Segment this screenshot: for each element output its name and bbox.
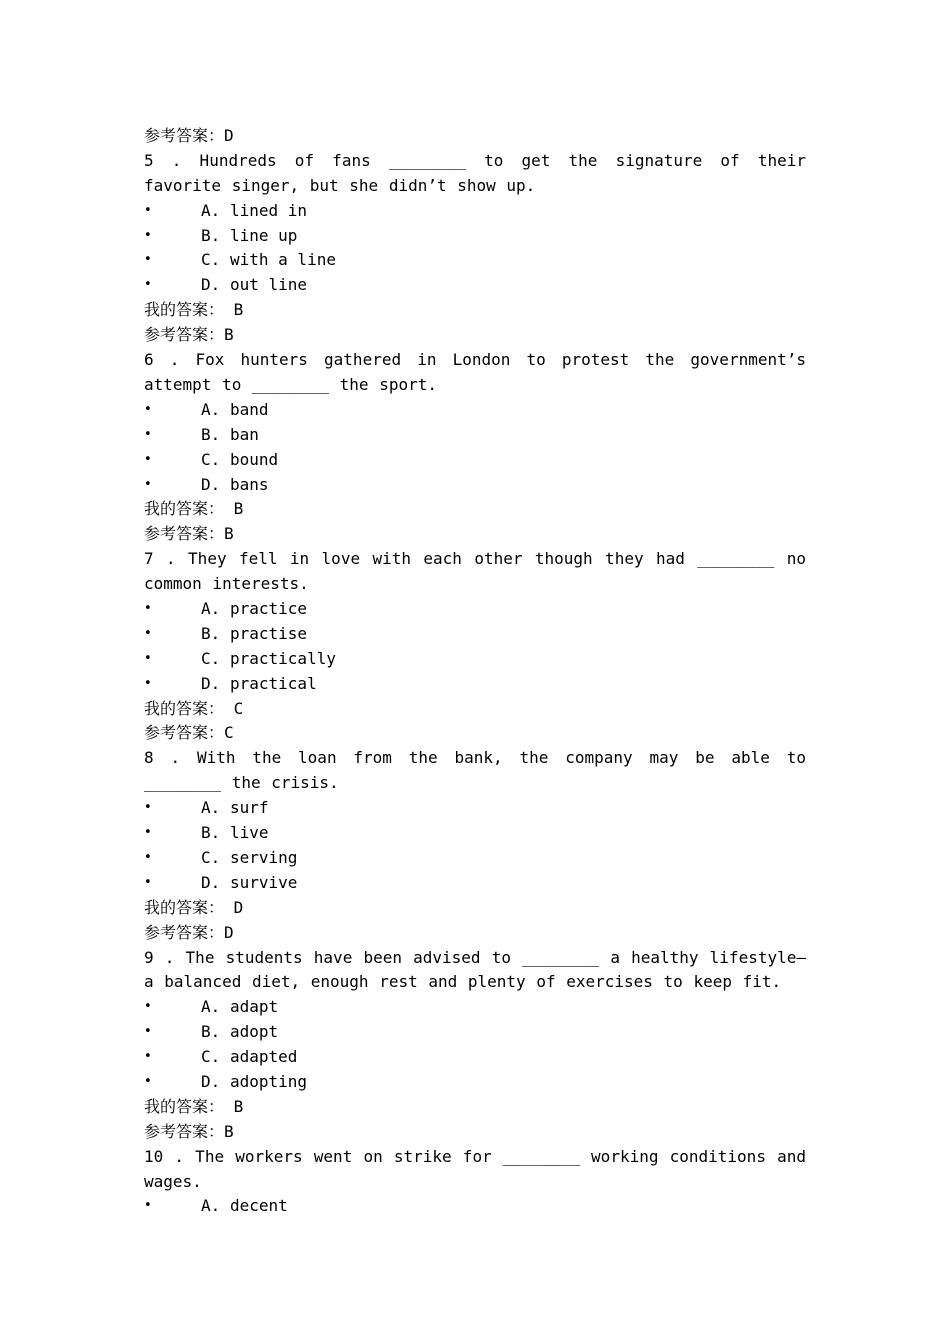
option-b	[144, 1020, 806, 1045]
option-letter: D.	[201, 474, 221, 494]
bullet-icon: •	[144, 252, 152, 268]
option-letter: A.	[201, 798, 221, 818]
option-d	[144, 473, 806, 498]
reference-answer-line	[144, 124, 806, 149]
option-text: survive	[230, 872, 298, 892]
option-c	[144, 248, 806, 273]
option-text: ban	[230, 424, 259, 444]
option-letter: A.	[201, 599, 221, 619]
my-answer-value: B	[224, 499, 244, 519]
option-letter: A.	[201, 200, 221, 220]
option-text: lined in	[230, 200, 308, 220]
option-text: practical	[230, 673, 317, 693]
question-stem: 6 . Fox hunters gathered in London to protest the government’s attempt to ________ the sport.	[144, 350, 806, 394]
reference-answer-label: 参考答案：	[144, 922, 225, 942]
option-d	[144, 1070, 806, 1095]
my-answer-line	[144, 697, 806, 722]
bullet-icon: •	[144, 227, 152, 243]
question-block	[144, 348, 806, 547]
my-answer-label: 我的答案：	[144, 499, 225, 519]
option-text: practically	[230, 648, 336, 668]
option-d	[144, 273, 806, 298]
option-letter: C.	[201, 648, 221, 668]
reference-answer-value: B	[224, 1121, 234, 1141]
my-answer-line	[144, 497, 806, 522]
option-text: live	[230, 823, 269, 843]
option-letter: D.	[201, 673, 221, 693]
question-stem: 5 . Hundreds of fans ________ to get the signature of their favorite singer, but she didn’t show up.	[144, 150, 806, 195]
document-page	[144, 124, 806, 1219]
option-text: decent	[230, 1196, 288, 1216]
question-block	[144, 547, 806, 746]
option-a	[144, 995, 806, 1020]
my-answer-line	[144, 1095, 806, 1120]
option-a	[144, 1194, 806, 1219]
reference-answer-label: 参考答案：	[144, 126, 225, 145]
option-d	[144, 871, 806, 896]
option-letter: B.	[201, 823, 221, 843]
my-answer-line	[144, 298, 806, 323]
bullet-icon: •	[144, 1074, 152, 1089]
reference-answer-label: 参考答案：	[144, 325, 225, 345]
option-letter: C.	[201, 250, 221, 270]
option-b	[144, 423, 806, 448]
option-text: practise	[230, 623, 308, 643]
reference-answer-line	[144, 1120, 806, 1145]
bullet-icon: •	[144, 1198, 152, 1214]
bullet-icon: •	[144, 601, 152, 617]
option-a	[144, 597, 806, 622]
bullet-icon: •	[144, 650, 152, 666]
my-answer-label: 我的答案：	[144, 698, 225, 718]
reference-answer-line	[144, 522, 806, 547]
option-b	[144, 622, 806, 647]
bullet-icon: •	[144, 625, 152, 641]
option-letter: D.	[201, 275, 221, 295]
bullet-icon: •	[144, 401, 152, 417]
option-letter: C.	[201, 1047, 221, 1067]
reference-answer-value: D	[224, 126, 234, 145]
my-answer-value: C	[224, 698, 244, 718]
my-answer-value: B	[224, 300, 244, 320]
option-letter: B.	[201, 623, 221, 643]
option-letter: C.	[201, 847, 221, 867]
bullet-icon: •	[144, 675, 152, 691]
option-text: surf	[230, 798, 269, 818]
option-letter: B.	[201, 1022, 221, 1042]
question-stem: 9 . The students have been advised to ________ a healthy lifestyle—a balanced diet, enough rest and plenty of exercises to keep fit.	[144, 947, 806, 992]
option-a	[144, 199, 806, 224]
option-letter: A.	[201, 399, 221, 419]
option-c	[144, 647, 806, 672]
option-letter: C.	[201, 449, 221, 469]
reference-answer-line	[144, 323, 806, 348]
option-a	[144, 398, 806, 423]
my-answer-label: 我的答案：	[144, 1096, 225, 1116]
option-letter: A.	[201, 997, 221, 1017]
option-text: adopt	[230, 1022, 279, 1042]
bullet-icon: •	[144, 849, 152, 865]
option-letter: D.	[201, 1072, 221, 1091]
bullet-icon: •	[144, 277, 152, 293]
option-text: practice	[230, 599, 308, 619]
option-text: bound	[230, 449, 279, 469]
option-letter: D.	[201, 872, 221, 892]
bullet-icon: •	[144, 999, 152, 1015]
question-stem: 7 . They fell in love with each other though they had ________ no common interests.	[144, 549, 806, 594]
option-text: band	[230, 399, 269, 419]
reference-answer-line	[144, 721, 806, 746]
option-text: adapt	[230, 997, 279, 1017]
question-block	[144, 746, 806, 945]
question-block	[144, 149, 806, 348]
reference-answer-value: B	[224, 325, 234, 345]
bullet-icon: •	[144, 1049, 152, 1065]
option-text: line up	[230, 225, 298, 245]
my-answer-value: B	[224, 1096, 244, 1116]
option-text: serving	[230, 847, 298, 867]
bullet-icon: •	[144, 451, 152, 467]
option-text: out line	[230, 275, 308, 295]
bullet-icon: •	[144, 1024, 152, 1040]
my-answer-value: D	[224, 897, 244, 917]
bullet-icon: •	[144, 800, 152, 816]
bullet-icon: •	[144, 426, 152, 442]
option-text: adopting	[230, 1072, 308, 1091]
option-text: adapted	[230, 1047, 298, 1067]
bullet-icon: •	[144, 874, 152, 890]
reference-answer-line	[144, 921, 806, 946]
reference-answer-label: 参考答案：	[144, 524, 225, 544]
option-b	[144, 821, 806, 846]
my-answer-line	[144, 896, 806, 921]
bullet-icon: •	[144, 825, 152, 841]
option-c	[144, 846, 806, 871]
option-a	[144, 796, 806, 821]
question-stem: 8 . With the loan from the bank, the company may be able to ________ the crisis.	[144, 748, 806, 793]
bullet-icon: •	[144, 202, 152, 218]
bullet-icon: •	[144, 476, 152, 492]
option-letter: A.	[201, 1196, 221, 1216]
option-c	[144, 1045, 806, 1070]
reference-answer-label: 参考答案：	[144, 1121, 225, 1141]
my-answer-label: 我的答案：	[144, 897, 225, 917]
reference-answer-value: C	[224, 723, 234, 743]
question-stem: 10 . The workers went on strike for ________ working conditions and wages.	[144, 1146, 806, 1191]
reference-answer-value: B	[224, 524, 234, 544]
question-block	[144, 946, 806, 1145]
option-b	[144, 224, 806, 249]
option-text: with a line	[230, 250, 336, 270]
reference-answer-label: 参考答案：	[144, 723, 225, 743]
option-text: bans	[230, 474, 269, 494]
question-block	[144, 1145, 806, 1220]
option-d	[144, 672, 806, 697]
option-c	[144, 448, 806, 473]
option-letter: B.	[201, 424, 221, 444]
my-answer-label: 我的答案：	[144, 300, 225, 320]
option-letter: B.	[201, 225, 221, 245]
reference-answer-value: D	[224, 922, 234, 942]
